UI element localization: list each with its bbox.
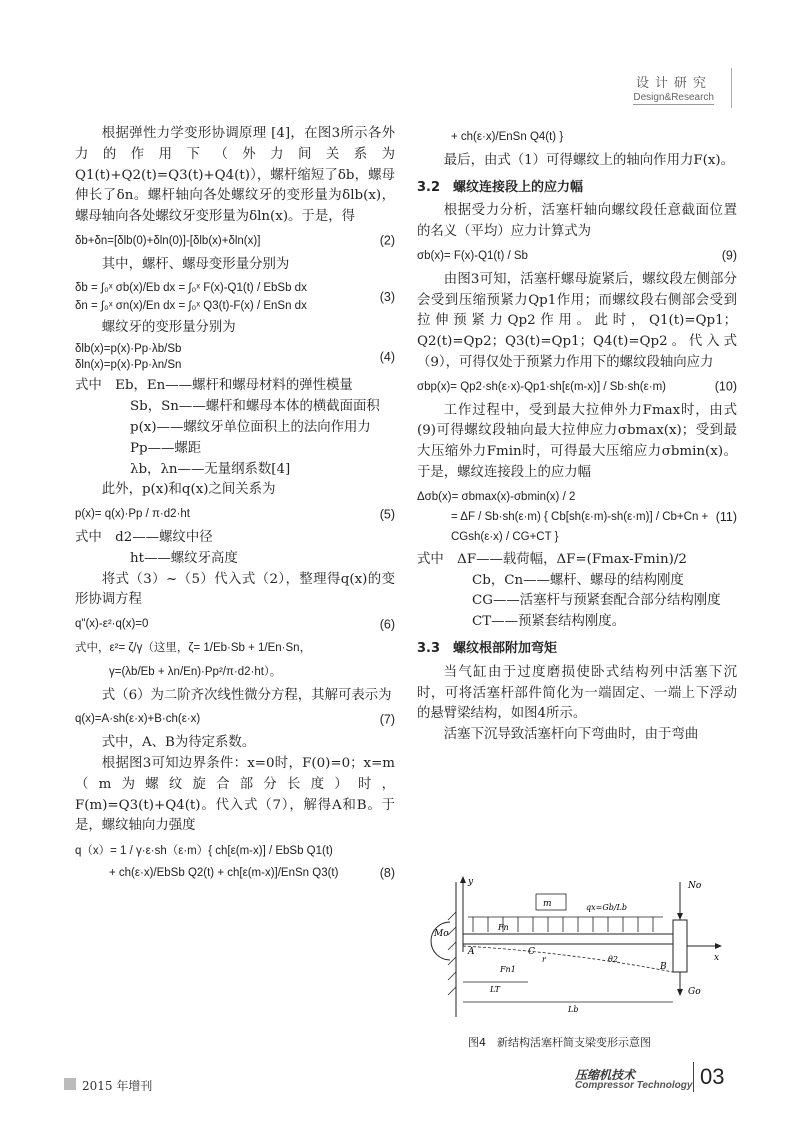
fig-label-r: r	[542, 955, 546, 964]
paragraph: 根据弹性力学变形协调原理 [4]，在图3所示各外力的作用下（外力间关系为Q1(t)+Q2(t)=Q3(t)+Q4(t)），螺杆缩短了δb，螺母伸长了δn。螺杆轴向各处螺纹牙的变形量为δlb(x)，螺母轴向各处螺纹牙变形量为δln(x)。于是，得	[75, 126, 395, 225]
footer-square	[64, 1078, 76, 1090]
fig-label-x: x	[714, 953, 720, 963]
equation-4: δlb(x)=p(x)·Pp·λb/Sb δln(x)=p(x)·Pp·λn/Sn (4)	[75, 343, 395, 372]
left-column	[75, 124, 395, 887]
paragraph: 螺纹牙的变形量分别为	[101, 319, 236, 335]
equation-5: p(x)= q(x)·Pp / π·d2·ht (5)	[75, 507, 395, 522]
paragraph: 式中，A、B为待定系数。	[101, 735, 256, 751]
paragraph: 其中，螺杆、螺母变形量分别为	[101, 256, 290, 272]
fig-label-Fn: Fn	[498, 923, 509, 932]
equation-10: σbp(x)= Qp2·sh(ε·x)-Qp1·sh[ε(m-x)] / Sb·sh(ε·m) (10)	[417, 379, 737, 394]
equation-7: q(x)=A·sh(ε·x)+B·ch(ε·x) (7)	[75, 712, 395, 727]
header-title-en: Design&Research	[633, 92, 714, 103]
equation-6: q"(x)-ε²·q(x)=0 (6)	[75, 617, 395, 632]
equation-6-param: γ=(λb/Eb + λn/En)·Pp²/π·d2·ht）。	[109, 665, 282, 678]
definition: CT——预紧套结构刚度。	[472, 614, 626, 630]
fig-label-LT: LT	[490, 985, 500, 994]
paragraph: 活塞下沉导致活塞杆向下弯曲时，由于弯曲	[443, 727, 699, 743]
paragraph: 由图3可知，活塞杆螺母旋紧后，螺纹段左侧部分会受到压缩预紧力Qp1作用；而螺纹段右侧部会受到拉伸预紧力Qp2作用。此时，Q1(t)=Qp1；Q2(t)=Qp2；Q3(t)=Qp1；Q4(t)=Qp2。代入式（9），可得仅处于预紧力作用下的螺纹段轴向应力	[417, 271, 737, 370]
fig-label-No: No	[688, 881, 702, 891]
footer-year: 2015 年增刊	[82, 1079, 153, 1093]
fig-label-Go: Go	[688, 987, 701, 997]
header-title-cn: 设计研究	[635, 76, 712, 91]
figure-caption: 图4 新结构活塞杆简支梁变形示意图	[468, 1036, 651, 1049]
paragraph: 最后，由式（1）可得螺纹上的轴向作用力F(x)。	[443, 152, 735, 168]
footer-divider	[693, 1062, 694, 1092]
footer-logo-en: Compressor Technology	[575, 1080, 693, 1091]
definition: ht——螺纹牙高度	[130, 550, 238, 566]
equation-6-param: 式中，ε²= ζ/γ（这里，ζ= 1/Eb·Sb + 1/En·Sn，	[75, 641, 312, 654]
definition: Sb，Sn——螺杆和螺母本体的横截面面积	[130, 399, 380, 415]
fig-label-m: m	[543, 899, 552, 909]
fig-label-A: A	[468, 947, 475, 957]
section-heading: 3.2 螺纹连接段上的应力幅	[417, 179, 584, 195]
fig-label-y: y	[468, 877, 474, 887]
paragraph: 式（6）为二阶齐次线性微分方程，其解可表示为	[101, 687, 392, 703]
figure-4-beam-diagram	[428, 872, 728, 1032]
paragraph: 根据受力分析，活塞杆轴向螺纹段任意截面位置 的名义（平均）应力计算式为	[417, 203, 751, 240]
paragraph: 工作过程中，受到最大拉伸外力Fmax时，由式(9)可得螺纹段轴向最大拉伸应力σbmax(x)；受到最大压缩外力Fmin时，可得最大压缩应力σbmin(x)。于是，螺纹连接段上的应力幅	[417, 402, 737, 480]
equation-8: q（x）= 1 / γ·ε·sh（ε·m）{ ch[ε(m-x)] / EbSb Q1(t) + ch(ε·x)/EbSb Q2(t) + ch[ε(m-x)]/EnSn Q3(t) (8)	[75, 845, 395, 881]
definition: Cb，Cn——螺杆、螺母的结构刚度	[472, 572, 684, 588]
definition: CG——活塞杆与预紧套配合部分结构刚度	[472, 593, 721, 609]
paragraph: 此外，p(x)和q(x)之间关系为	[101, 482, 276, 498]
fig-label-qx: qx=Gb/Lb	[586, 903, 627, 912]
equation-2: δb+δn=[δlb(0)+δln(0)]-[δlb(x)+δln(x)] (2)	[75, 233, 395, 248]
fig-label-C: C	[528, 947, 535, 957]
definition: λb，λn——无量纲系数[4]	[130, 461, 291, 477]
definition: Pp——螺距	[130, 440, 202, 456]
equation-9: σb(x)= F(x)-Q1(t) / Sb (9)	[417, 248, 737, 263]
paragraph: 根据图3可知边界条件：x=0时，F(0)=0；x=m（m为螺纹旋合部分长度）时，F(m)=Q3(t)+Q4(t)。代入式（7），解得A和B。于是，螺纹轴向力强度	[75, 755, 395, 834]
definition: 式中 Eb，En——螺杆和螺母材料的弹性模量	[75, 378, 353, 394]
definition: 式中 ΔF——载荷幅，ΔF=(Fmax-Fmin)/2	[417, 551, 687, 567]
definition: 式中 d2——螺纹中径	[75, 529, 213, 545]
paragraph: 将式（3）~（5）代入式（2），整理得q(x)的变形协调方程	[75, 571, 395, 608]
fig-label-B: B	[660, 962, 667, 972]
equation-3: δb = ∫₀ˣ σb(x)/Eb dx = ∫₀ˣ F(x)-Q1(t) / EbSb dx δn = ∫₀ˣ σn(x)/En dx = ∫₀ˣ Q3(t)-F(x) / EnSn dx (3)	[75, 281, 395, 312]
fig-label-Lb: Lb	[568, 1005, 579, 1014]
paragraph: 当气缸由于过度磨损使卧式结构列中活塞下沉时，可将活塞杆部件简化为一端固定、一端上下浮动的悬臂梁结构，如图4所示。	[417, 664, 737, 722]
page-number: 03	[700, 1064, 725, 1089]
equation-8-cont: + ch(ε·x)/EnSn Q4(t) }	[451, 131, 564, 143]
footer-logo: 压缩机技术	[575, 1068, 636, 1082]
header-divider	[731, 68, 740, 108]
section-heading: 3.3 螺纹根部附加弯矩	[417, 640, 558, 656]
definition: p(x)——螺纹牙单位面积上的法向作用力	[130, 419, 371, 435]
equation-11: Δσb(x)= σbmax(x)-σbmin(x) / 2 = ΔF / Sb·sh(ε·m) { Cb[sh(ε·m)-sh(ε·m)] / Cb+Cn + CGsh(ε·x) / CG+CT } (11)	[417, 490, 737, 543]
right-column	[417, 124, 751, 746]
fig-label-theta: θ2	[608, 955, 618, 964]
fig-label-Fn1: Fn1	[500, 965, 516, 974]
fig-label-Mo: Mo	[434, 929, 449, 939]
